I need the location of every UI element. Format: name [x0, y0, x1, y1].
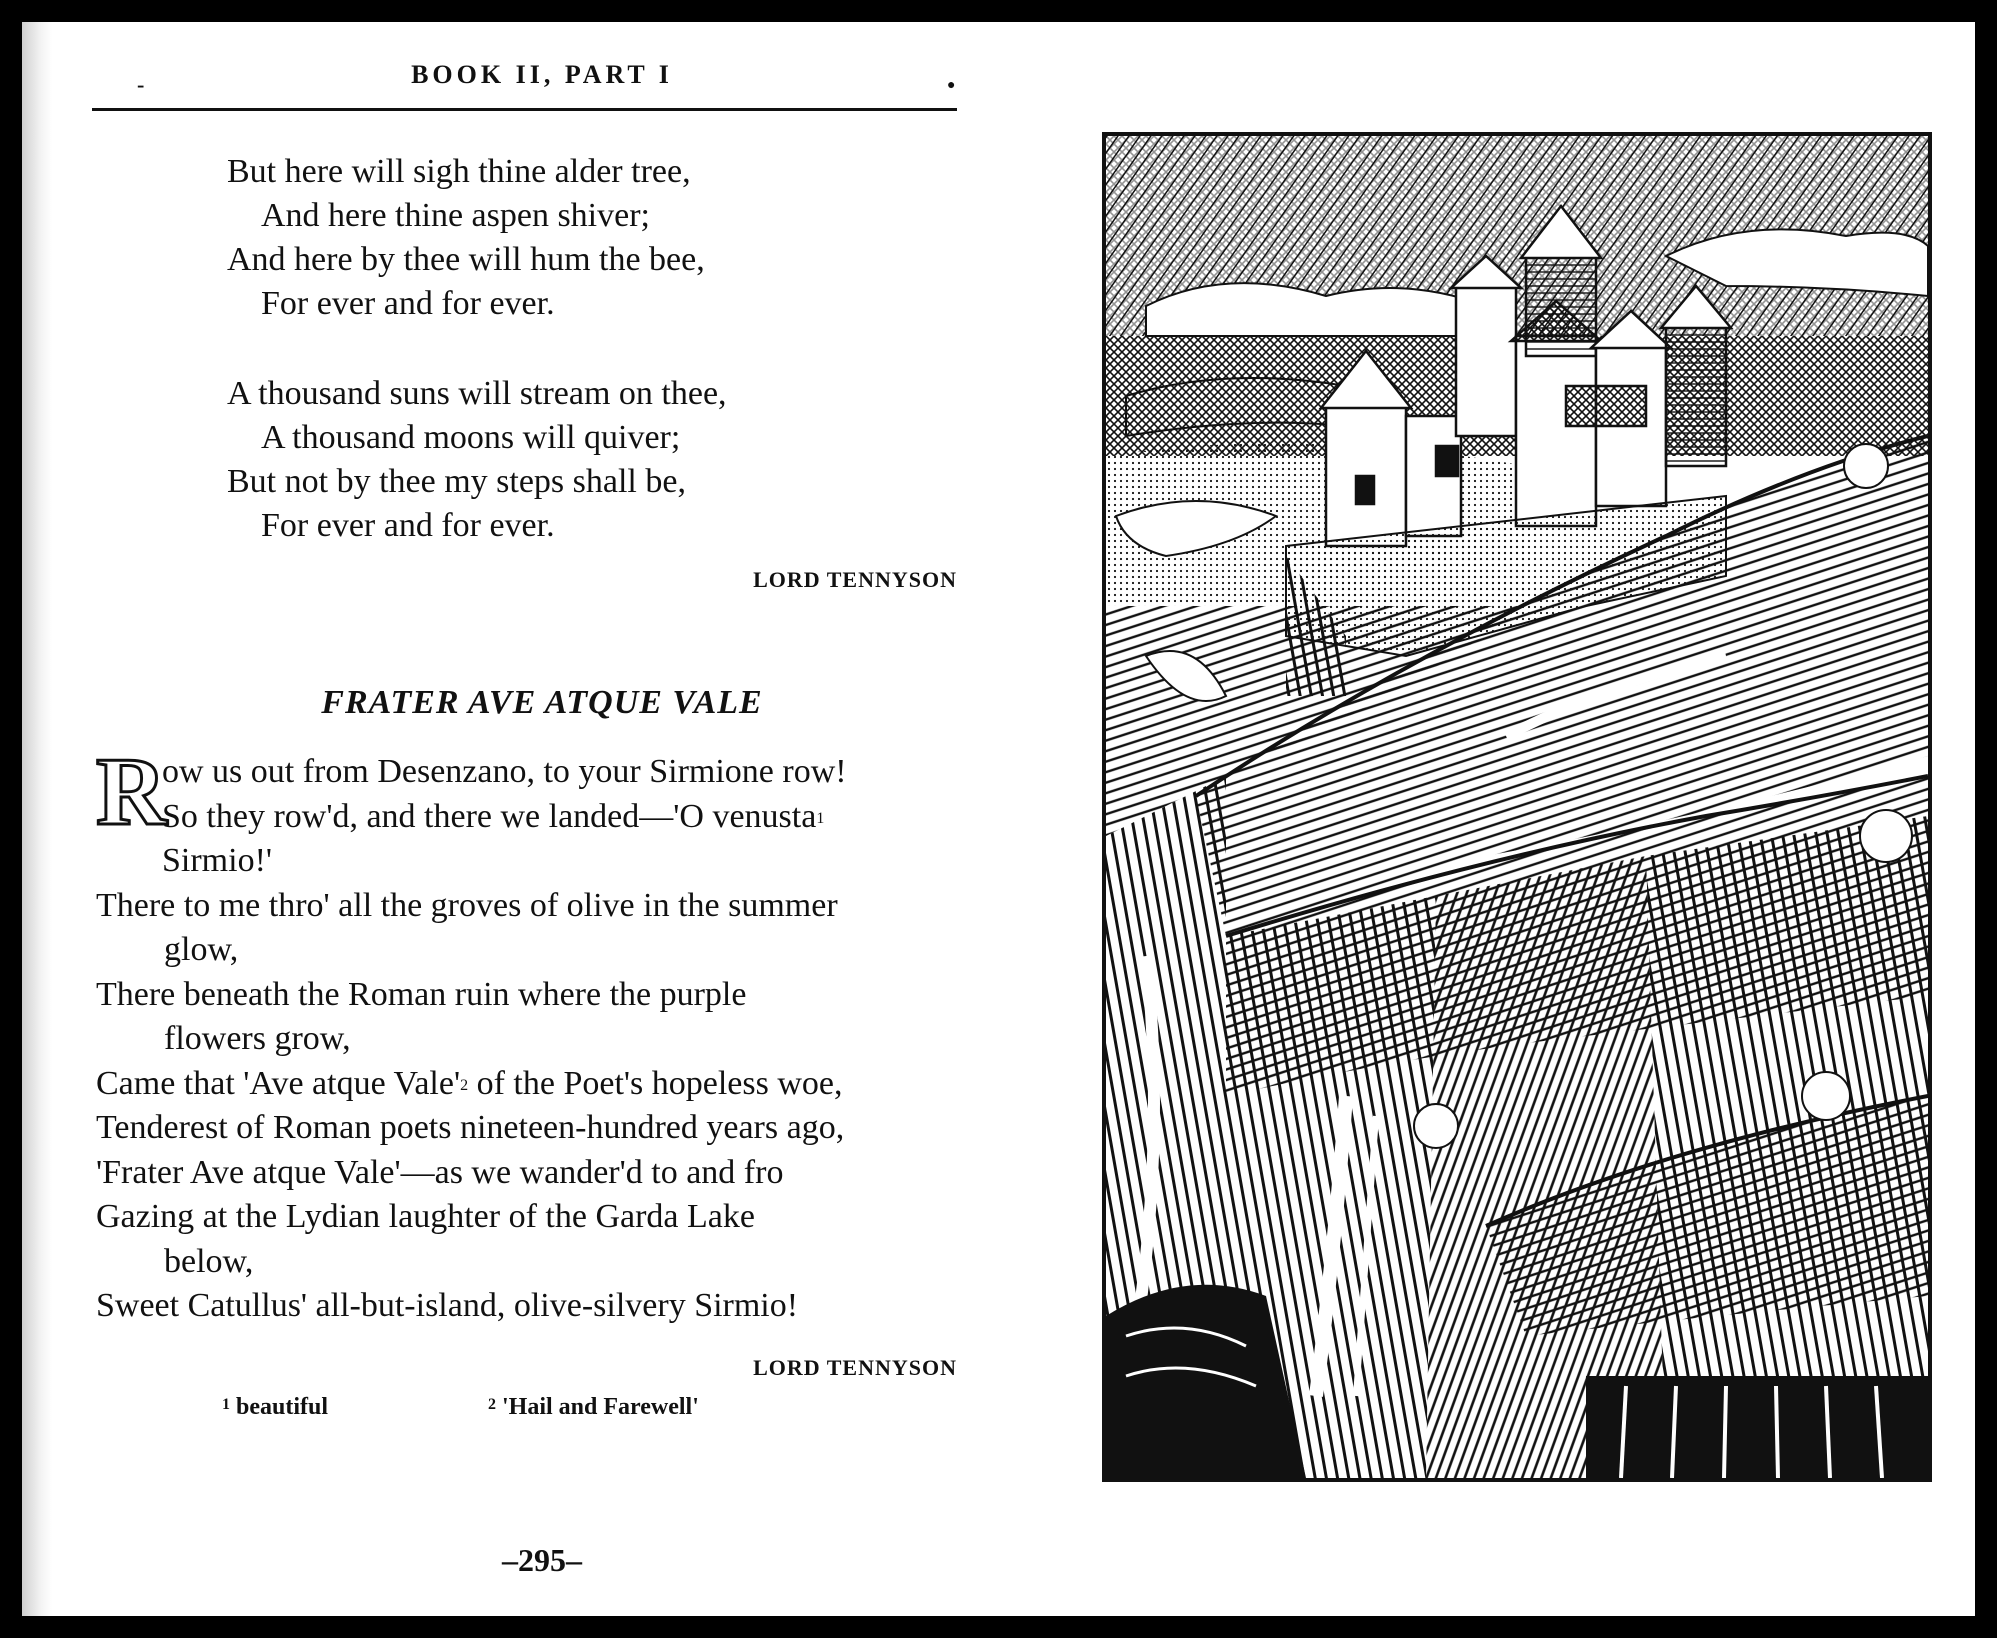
stanza-line: For ever and for ever.	[261, 285, 555, 322]
stanza-line: A thousand suns will stream on thee,	[227, 375, 727, 412]
head-mark-right: ●	[947, 78, 956, 93]
stanza-line: But here will sigh thine alder tree,	[227, 153, 691, 190]
footnote-ref: 1	[816, 809, 825, 827]
verse-line	[96, 1062, 961, 1107]
verse-line: There to me thro' all the groves of olive in the summer	[96, 886, 838, 924]
footnote-2	[488, 1394, 699, 1421]
verse-line: Sweet Catullus' all-but-island, olive-silvery Sirmio!	[96, 1287, 799, 1324]
poem-title: FRATER AVE ATQUE VALE	[321, 684, 763, 721]
head-mark-left: -	[137, 72, 145, 97]
stanza-line: But not by thee my steps shall be,	[227, 463, 686, 500]
text-page	[92, 22, 992, 1616]
verse-line: Gazing at the Lydian laughter of the Garda Lake	[96, 1198, 755, 1235]
verse-line: 'Frater Ave atque Vale'—as we wander'd to and fro	[96, 1153, 784, 1191]
verse-text: of the Poet's hopeless woe,	[468, 1064, 843, 1102]
stanza-line: And here thine aspen shiver;	[261, 197, 650, 234]
footnote-1	[222, 1394, 482, 1421]
footnote-text: beautiful	[236, 1394, 329, 1420]
page-number: –295–	[502, 1542, 582, 1578]
running-head: BOOK II, PART I	[411, 60, 673, 89]
verse-line: Sirmio!'	[162, 842, 273, 879]
page-gutter-shadow	[22, 22, 52, 1616]
footnotes	[222, 1394, 922, 1421]
verse-text: Came that 'Ave atque Vale'	[96, 1064, 461, 1102]
book-spread	[22, 22, 1975, 1616]
footnote-mark: 2	[488, 1396, 496, 1413]
head-rule	[92, 108, 957, 111]
verse-line: glow,	[164, 931, 239, 968]
stanza-1	[227, 150, 705, 326]
stanza-line: A thousand moons will quiver;	[261, 419, 681, 456]
stanza-line: For ever and for ever.	[261, 507, 555, 544]
attribution-1: LORD TENNYSON	[753, 567, 957, 592]
verse-line: below,	[164, 1242, 254, 1280]
attribution-2: LORD TENNYSON	[753, 1355, 957, 1380]
castle-cliff-illustration	[1102, 132, 1932, 1482]
verse-line: Tenderest of Roman poets nineteen-hundred years ago,	[96, 1109, 845, 1146]
stanza-line: And here by thee will hum the bee,	[227, 241, 705, 278]
footnote-ref: 2	[460, 1076, 469, 1094]
verse-line: There beneath the Roman ruin where the purple	[96, 975, 747, 1013]
verse-line	[96, 795, 961, 840]
poem-verse	[96, 738, 961, 1329]
footnote-mark: 1	[222, 1396, 230, 1413]
illustration-drawing	[1106, 136, 1928, 1478]
footnote-text: 'Hail and Farewell'	[502, 1394, 699, 1420]
drop-cap: R	[96, 738, 167, 846]
verse-line: flowers grow,	[164, 1020, 351, 1057]
verse-text: So they row'd, and there we landed—'O venusta	[162, 797, 817, 835]
verse-text: ow us out from Desenzano, to your Sirmione row!	[162, 753, 847, 790]
stanza-2	[227, 372, 727, 548]
